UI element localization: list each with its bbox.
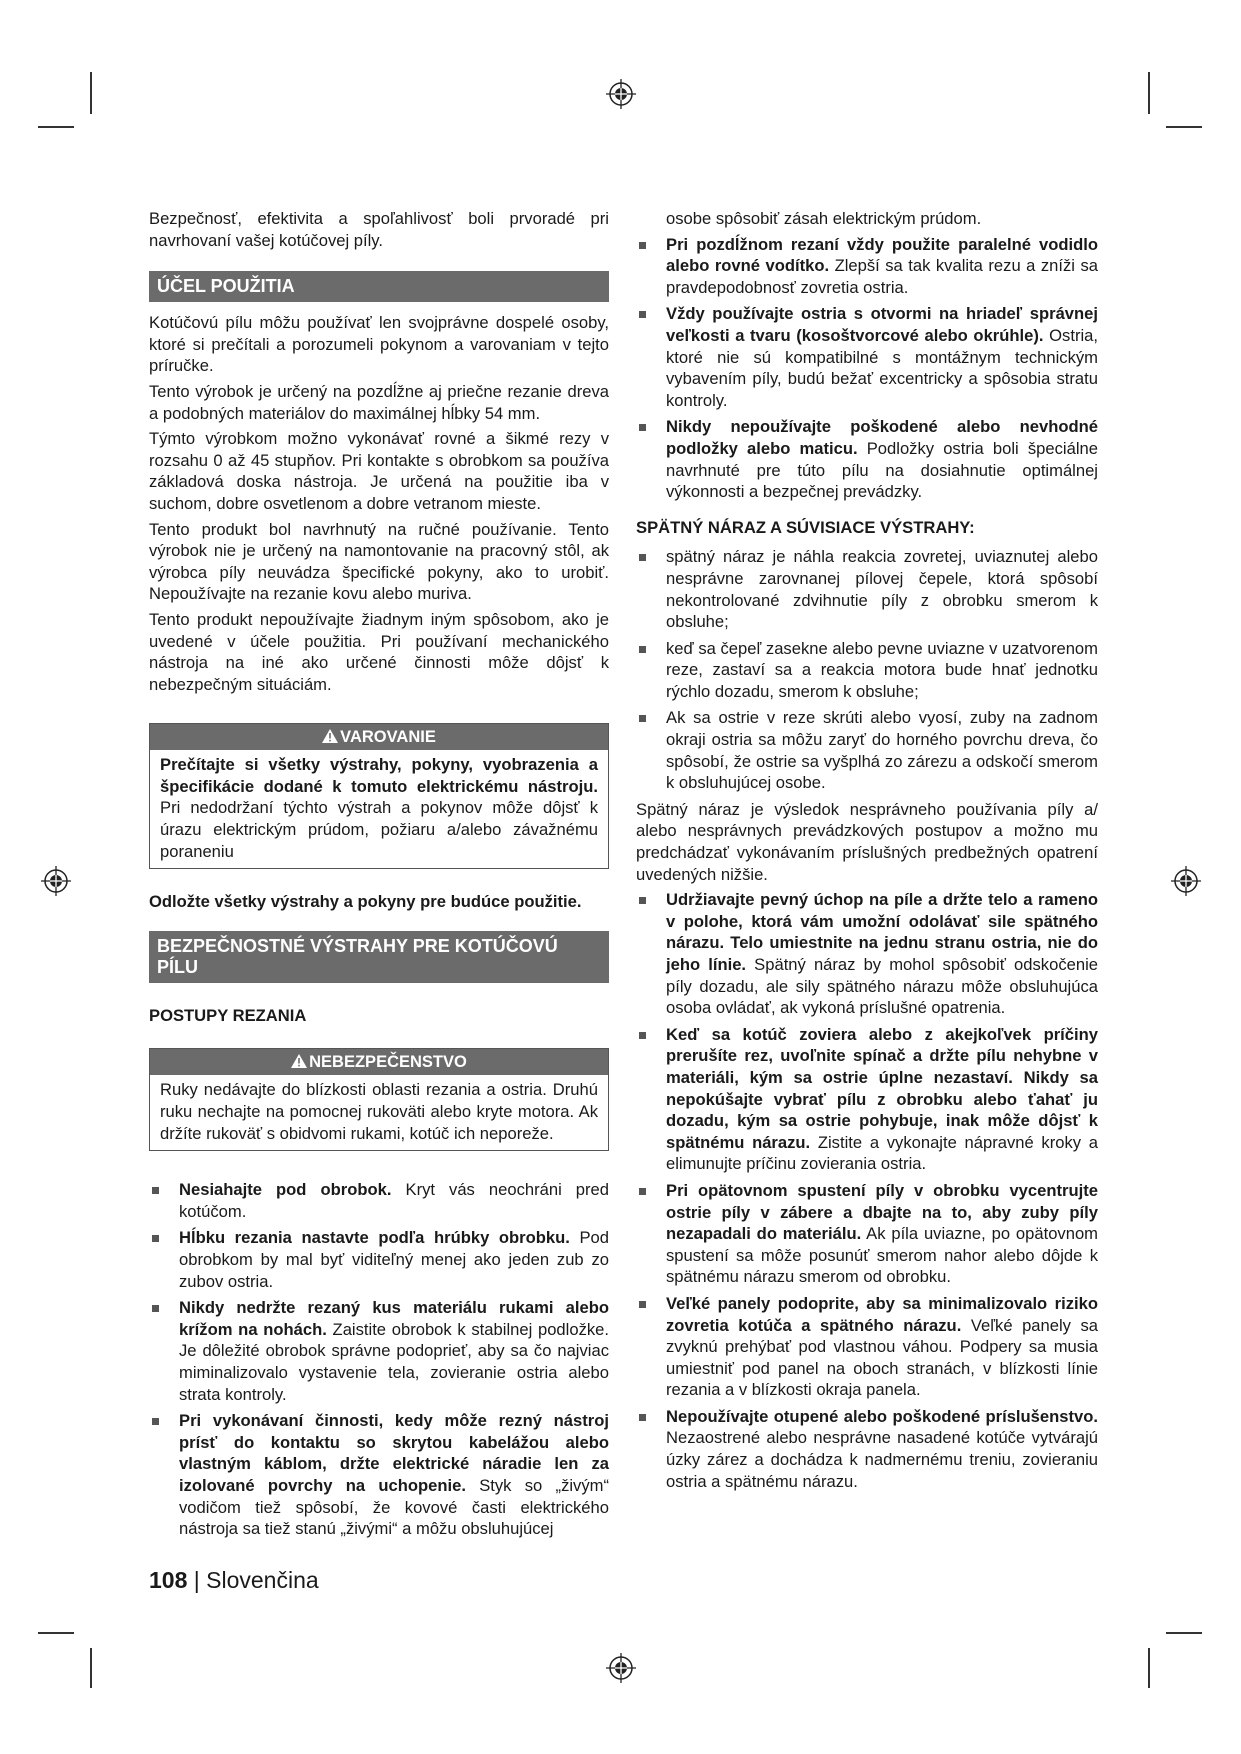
- list-item-text: Zaistite obrobok k stabilnej podložke. Je dôležité obrobok správne podoprieť, aby sa čo najviac miminalizovalo vystavenie tela, zovieranie ostria alebo strata kontroly.: [179, 1319, 609, 1404]
- list-item: [636, 1024, 1098, 1175]
- list-item-bold: Veľké panely podoprite, aby sa minimalizovalo riziko zovretia kotúča a spätného nárazu.: [666, 1293, 1098, 1335]
- crop-mark: [38, 1632, 74, 1634]
- list-item-text: Spätný náraz by mohol spôsobiť odskočenie píly dozadu, ale sily spätného nárazu môže obsluhujúca osoba ovládať, ak vykoná príslušné opatrenia.: [666, 955, 1099, 1018]
- crop-mark: [1148, 72, 1150, 114]
- list-item: [636, 1180, 1098, 1288]
- list-item-bold: Nepoužívajte otupené alebo poškodené príslušenstvo.: [666, 1406, 1098, 1426]
- bullet-list: [149, 1179, 609, 1540]
- warning-triangle-icon: [322, 729, 338, 743]
- bullet-icon: [639, 646, 646, 653]
- right-column: [636, 208, 1098, 1497]
- warning-bold-text: Prečítajte si všetky výstrahy, pokyny, vyobrazenia a špecifikácie dodané k tomuto elektrickému nástroju.: [160, 755, 598, 796]
- list-item-bold: Pri vykonávaní činnosti, kedy môže rezný nástroj prísť do kontaktu so skrytou kabelážou alebo vlastným káblom, držte elektrické náradie len za izolované povrchy na uchopenie.: [179, 1411, 609, 1495]
- subheading-cutting: POSTUPY REZANIA: [149, 1005, 307, 1025]
- bullet-icon: [152, 1235, 159, 1242]
- list-item: [636, 638, 1098, 703]
- list-item-text: Ostria, ktoré nie sú kompatibilné s montážnym technickým vybavením píly, budú bežať excentricky a spôsobia stratu kontroly.: [666, 325, 1098, 410]
- warning-text: Pri nedodržaní týchto výstrah a pokynov môže dôjsť k úrazu elektrickým prúdom, požiaru a/alebo závažnému poraneniu: [160, 798, 598, 861]
- paragraph: Tento produkt bol navrhnutý na ručné používanie. Tento výrobok nie je určený na namontovanie na pracovný stôl, ak výrobca píly neuvádza špecifické pokyny, ako to urobiť. Nepoužívajte na rezanie kovu alebo muriva.: [149, 519, 609, 604]
- bullet-icon: [639, 715, 646, 722]
- list-item-bold: Udržiavajte pevný úchop na píle a držte telo a rameno v polohe, ktorá vám umožní odolávať sile spätného nárazu. Telo umiestnite na jednu stranu ostria, nie do jeho línie.: [666, 890, 1098, 974]
- save-note-text: Odložte všetky výstrahy a pokyny pre budúce použitie.: [149, 892, 582, 912]
- danger-triangle-icon: [291, 1054, 307, 1068]
- page-number: 108: [149, 1567, 188, 1593]
- left-column: [149, 208, 609, 1545]
- bullet-icon: [639, 311, 646, 318]
- crop-mark: [90, 72, 92, 114]
- bullet-icon: [152, 1187, 159, 1194]
- list-item-text: Zlepší sa tak kvalita rezu a zníži sa pravdepodobnosť zovretia ostria.: [666, 256, 1098, 297]
- bullet-icon: [639, 897, 646, 904]
- registration-mark-icon: [606, 79, 636, 109]
- list-item-text: Nezaostrené alebo nesprávne nasadené kotúče vytvárajú úzky zárez a dochádza k nadmernému treniu, zovieraniu ostria a spätnému nárazu.: [666, 1428, 1098, 1491]
- list-item: [636, 707, 1098, 793]
- list-item-text: Pod obrobkom by mal byť viditeľný menej ako jeden zub zo zubov ostria.: [179, 1228, 610, 1291]
- list-item: [149, 1179, 609, 1222]
- kickback-paragraph: Spätný náraz je výsledok nesprávneho používania píly a/ alebo nesprávnych prevádzkových postupov a možno mu predchádzať vykonávaním príslušných predbežných opatrení uvedených nižšie.: [636, 799, 1098, 884]
- registration-mark-icon: [606, 1653, 636, 1683]
- save-note: [149, 891, 609, 913]
- crop-mark: [1166, 126, 1202, 128]
- danger-box-title: [150, 1049, 608, 1075]
- bullet-icon: [639, 554, 646, 561]
- paragraph: Tento výrobok je určený na pozdĺžne aj priečne rezanie dreva a podobných materiálov do maximálnej hĺbky 54 mm.: [149, 381, 609, 423]
- warning-box-body: [150, 750, 608, 868]
- page-footer: [149, 1567, 319, 1594]
- list-item-bold: Nesiahajte pod obrobok.: [179, 1180, 392, 1200]
- list-item-bold: Hĺbku rezania nastavte podľa hrúbky obrobku.: [179, 1228, 570, 1248]
- intro-paragraph: Bezpečnosť, efektivita a spoľahlivosť boli prvoradé pri navrhovaní vašej kotúčovej píly.: [149, 209, 609, 250]
- crop-mark: [38, 126, 74, 128]
- list-item-bold: Vždy používajte ostria s otvormi na hriadeľ správnej veľkosti a tvaru (kosoštvorcové alebo okrúhle).: [666, 304, 1098, 345]
- list-item-text: Ak sa ostrie v reze skrúti alebo vyosí, zuby na zadnom okraji ostria sa môžu zaryť do horného povrchu dreva, čo spôsobí, že ostrie sa vyšplhá zo zárezu a odskočí smerom k obsluhujúcej osobe.: [666, 708, 1098, 793]
- list-item-text: Zistite a vykonajte nápravné kroky a elimunujte príčinu zovierania ostria.: [666, 1132, 1098, 1174]
- list-item: [636, 1293, 1098, 1401]
- section-heading-safety: BEZPEČNOSTNÉ VÝSTRAHY PRE KOTÚČOVÚ PÍLU: [149, 931, 609, 983]
- warning-box: [149, 723, 609, 869]
- paragraph: Kotúčovú pílu môžu používať len svojprávne dospelé osoby, ktoré si prečítali a porozumeli pokynom a varovaniam v tejto príručke.: [149, 313, 609, 376]
- bullet-icon: [639, 242, 646, 249]
- list-item-text: spätný náraz je náhla reakcia zovretej, uviaznutej alebo nesprávne zarovnanej pílovej čepele, ktorá spôsobí nekontrolované zdvihnutie píly z obrobku smerom k obsluhe;: [666, 547, 1098, 632]
- danger-title-text: NEBEZPEČENSTVO: [309, 1053, 467, 1072]
- list-item-text: Styk so „živým“ vodičom tiež spôsobí, že kovové časti elektrického nástroja sa tiež stanú „živými“ a môžu obsluhujúcej: [179, 1475, 609, 1539]
- registration-mark-icon: [1171, 866, 1201, 896]
- danger-box: [149, 1048, 609, 1151]
- list-item-text: Veľké panely sa zvyknú prehýbať pod vlastnou váhou. Podpery sa musia umiestniť pod panel na oboch stranách, v blízkosti línie rezania a v blízkosti okraja panela.: [666, 1315, 1099, 1400]
- section-heading-purpose: ÚČEL POUŽITIA: [149, 271, 609, 302]
- crop-mark: [1148, 1648, 1150, 1688]
- list-item: [149, 1297, 609, 1405]
- list-item-text: keď sa čepeľ zasekne alebo pevne uviazne v uzatvorenom reze, zastaví sa a reakcia motora bude hnať jednotku rýchlo dozadu, smerom k obsluhe;: [666, 638, 1098, 701]
- bullet-icon: [639, 424, 646, 431]
- list-item-bold: Nikdy nedržte rezaný kus materiálu rukami alebo krížom na nohách.: [179, 1298, 609, 1339]
- bullet-icon: [152, 1305, 159, 1312]
- bullet-icon: [152, 1418, 159, 1425]
- bullet-icon: [639, 1301, 646, 1308]
- crop-mark: [90, 1648, 92, 1688]
- list-item-bold: Pri opätovnom spustení píly v obrobku vycentrujte ostrie píly v zábere a dbajte na to, aby zuby píly nezapadali do materiálu.: [666, 1180, 1098, 1244]
- list-item-bold: Pri pozdĺžnom rezaní vždy použite paralelné vodidlo alebo rovné vodítko.: [666, 234, 1098, 276]
- bullet-icon: [639, 1414, 646, 1421]
- footer-separator: |: [187, 1567, 207, 1593]
- list-item-text: Ak píla uviazne, po opätovnom spustení sa môže posunúť smerom nahor alebo dôjde k spätnému nárazu smerom od obrobku.: [666, 1224, 1098, 1287]
- list-item: [636, 546, 1098, 632]
- list-item: [149, 1410, 609, 1540]
- list-item: [636, 416, 1098, 502]
- subheading-kickback: SPÄTNÝ NÁRAZ A SÚVISIACE VÝSTRAHY:: [636, 517, 975, 537]
- list-item: [636, 1406, 1098, 1492]
- crop-mark: [1166, 1632, 1202, 1634]
- footer-language: Slovenčina: [206, 1567, 319, 1593]
- paragraph: Týmto výrobkom možno vykonávať rovné a šikmé rezy v rozsahu 0 až 45 stupňov. Pri kontakte s obrobkom sa používa základová doska nástroja. Je určená na použitie iba v suchom, dobre osvetlenom a dobre vetranom mieste.: [149, 429, 609, 513]
- list-item-text: Podložky ostria boli špeciálne navrhnuté pre túto pílu na dosiahnutie optimálnej výkonnosti a bezpečnej prevádzky.: [666, 438, 1098, 502]
- list-item: [636, 234, 1098, 299]
- danger-box-body: Ruky nedávajte do blízkosti oblasti rezania a ostria. Druhú ruku nechajte na pomocnej rukoväti alebo kryte motora. Ak držíte rukoväť s obidvomi rukami, kotúč ich neporeže.: [160, 1080, 598, 1143]
- warning-box-title: [150, 724, 608, 750]
- list-item: [149, 1227, 609, 1292]
- list-item-bold: Nikdy nepoužívajte poškodené alebo nevhodné podložky alebo maticu.: [666, 417, 1098, 458]
- registration-mark-icon: [41, 866, 71, 896]
- list-item-bold: Keď sa kotúč zoviera alebo z akejkoľvek príčiny prerušíte rez, uvoľnite spínač a držte pílu nehybne v materiáli, kým sa ostrie úplne nezastaví. Nikdy sa nepokúšajte vybrať pílu z obrobku alebo ťahať ju dozadu, kým sa ostrie pohybuje, inak môže dôjsť k spätnému nárazu.: [666, 1024, 1098, 1152]
- paragraph: Tento produkt nepoužívajte žiadnym iným spôsobom, ako je uvedené v účele použitia. Pri používaní mechanického nástroja na iné ako určené činnosti môže dôjsť k nebezpečným situáciám.: [149, 609, 609, 694]
- list-item: [636, 303, 1098, 411]
- list-item-text: Kryt vás neochráni pred kotúčom.: [179, 1180, 610, 1221]
- bullet-icon: [639, 1032, 646, 1039]
- warning-title-text: VAROVANIE: [340, 728, 436, 747]
- bullet-icon: [639, 1188, 646, 1195]
- continued-text: osobe spôsobiť zásah elektrickým prúdom.: [666, 209, 982, 228]
- list-item: [636, 889, 1098, 1019]
